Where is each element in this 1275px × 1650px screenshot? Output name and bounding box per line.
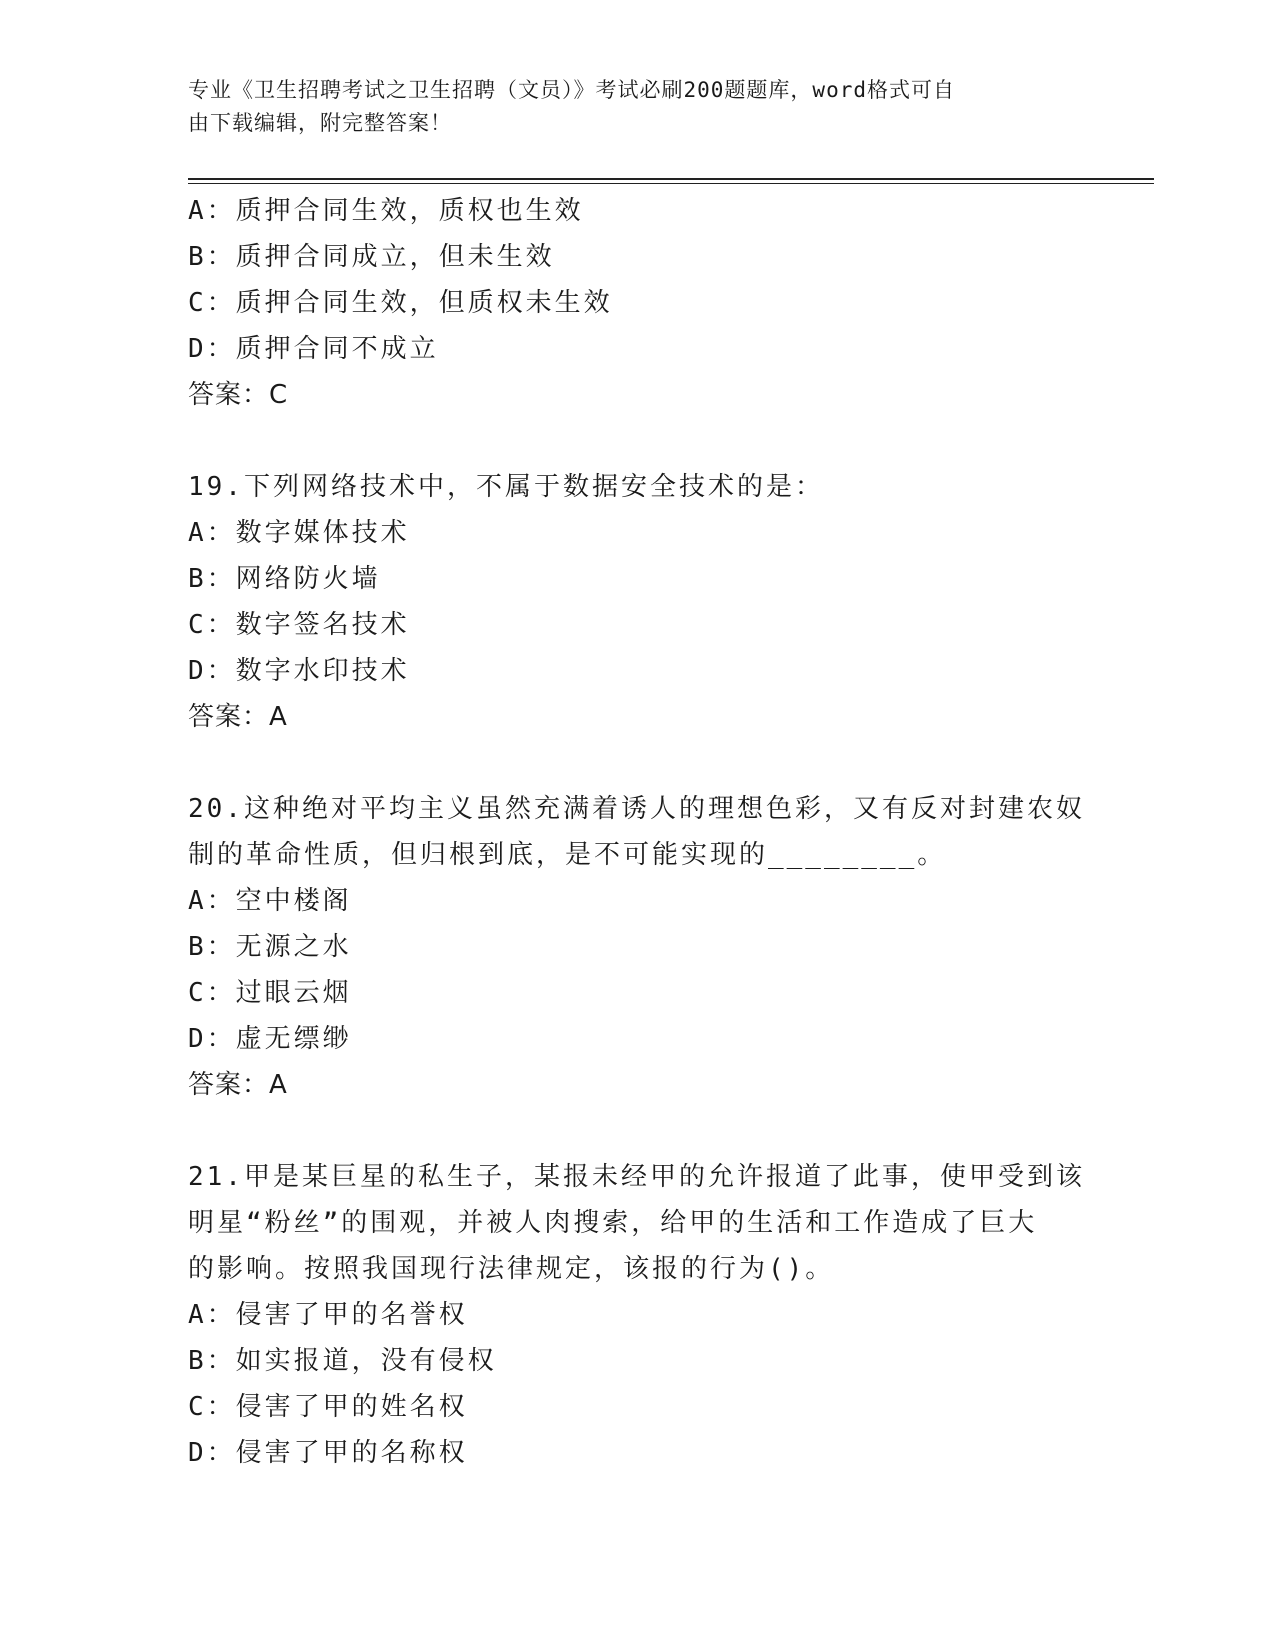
option-c: C：数字签名技术 <box>188 610 410 640</box>
option-c: C：质押合同生效，但质权未生效 <box>188 288 613 318</box>
option-b: B：如实报道，没有侵权 <box>188 1346 497 1376</box>
header-line-1: 专业《卫生招聘考试之卫生招聘（文员）》考试必刷200题题库，word格式可自 <box>188 78 955 102</box>
answer: 答案：A <box>188 702 288 732</box>
option-d: D：质押合同不成立 <box>188 334 439 364</box>
option-c: C：过眼云烟 <box>188 978 352 1008</box>
divider-thick-line <box>188 178 1154 180</box>
question-19 <box>188 464 1088 740</box>
option-b: B：网络防火墙 <box>188 564 381 594</box>
option-c: C：侵害了甲的姓名权 <box>188 1392 468 1422</box>
option-a: A：侵害了甲的名誉权 <box>188 1300 468 1330</box>
answer: 答案：A <box>188 1070 288 1100</box>
question-stem-line-2: 明星“粉丝”的围观，并被人肉搜索，给甲的生活和工作造成了巨大 <box>188 1208 1038 1238</box>
header-divider <box>188 178 1154 185</box>
option-a: A：空中楼阁 <box>188 886 352 916</box>
divider-thin-line <box>188 183 1154 184</box>
question-list <box>188 188 1088 1476</box>
option-d: D：虚无缥缈 <box>188 1024 352 1054</box>
spacer <box>188 418 1088 464</box>
question-stem-line-1: 21.甲是某巨星的私生子，某报未经甲的允许报道了此事，使甲受到该 <box>188 1162 1085 1192</box>
answer: 答案：C <box>188 380 289 410</box>
question-stem-line-1: 20.这种绝对平均主义虽然充满着诱人的理想色彩，又有反对封建农奴 <box>188 794 1085 824</box>
option-a: A：数字媒体技术 <box>188 518 410 548</box>
option-b: B：无源之水 <box>188 932 352 962</box>
question-18 <box>188 188 1088 418</box>
question-stem-line-2: 制的革命性质，但归根到底，是不可能实现的________。 <box>188 840 947 870</box>
document-header <box>188 74 1068 140</box>
option-b: B：质押合同成立，但未生效 <box>188 242 555 272</box>
question-20 <box>188 786 1088 1108</box>
question-stem: 19.下列网络技术中，不属于数据安全技术的是： <box>188 472 824 502</box>
header-line-2: 由下载编辑，附完整答案！ <box>188 111 452 135</box>
option-d: D：数字水印技术 <box>188 656 410 686</box>
question-21 <box>188 1154 1088 1476</box>
spacer <box>188 1108 1088 1154</box>
option-a: A：质押合同生效，质权也生效 <box>188 196 584 226</box>
option-d: D：侵害了甲的名称权 <box>188 1438 468 1468</box>
question-stem-line-3: 的影响。按照我国现行法律规定，该报的行为()。 <box>188 1254 835 1284</box>
spacer <box>188 740 1088 786</box>
